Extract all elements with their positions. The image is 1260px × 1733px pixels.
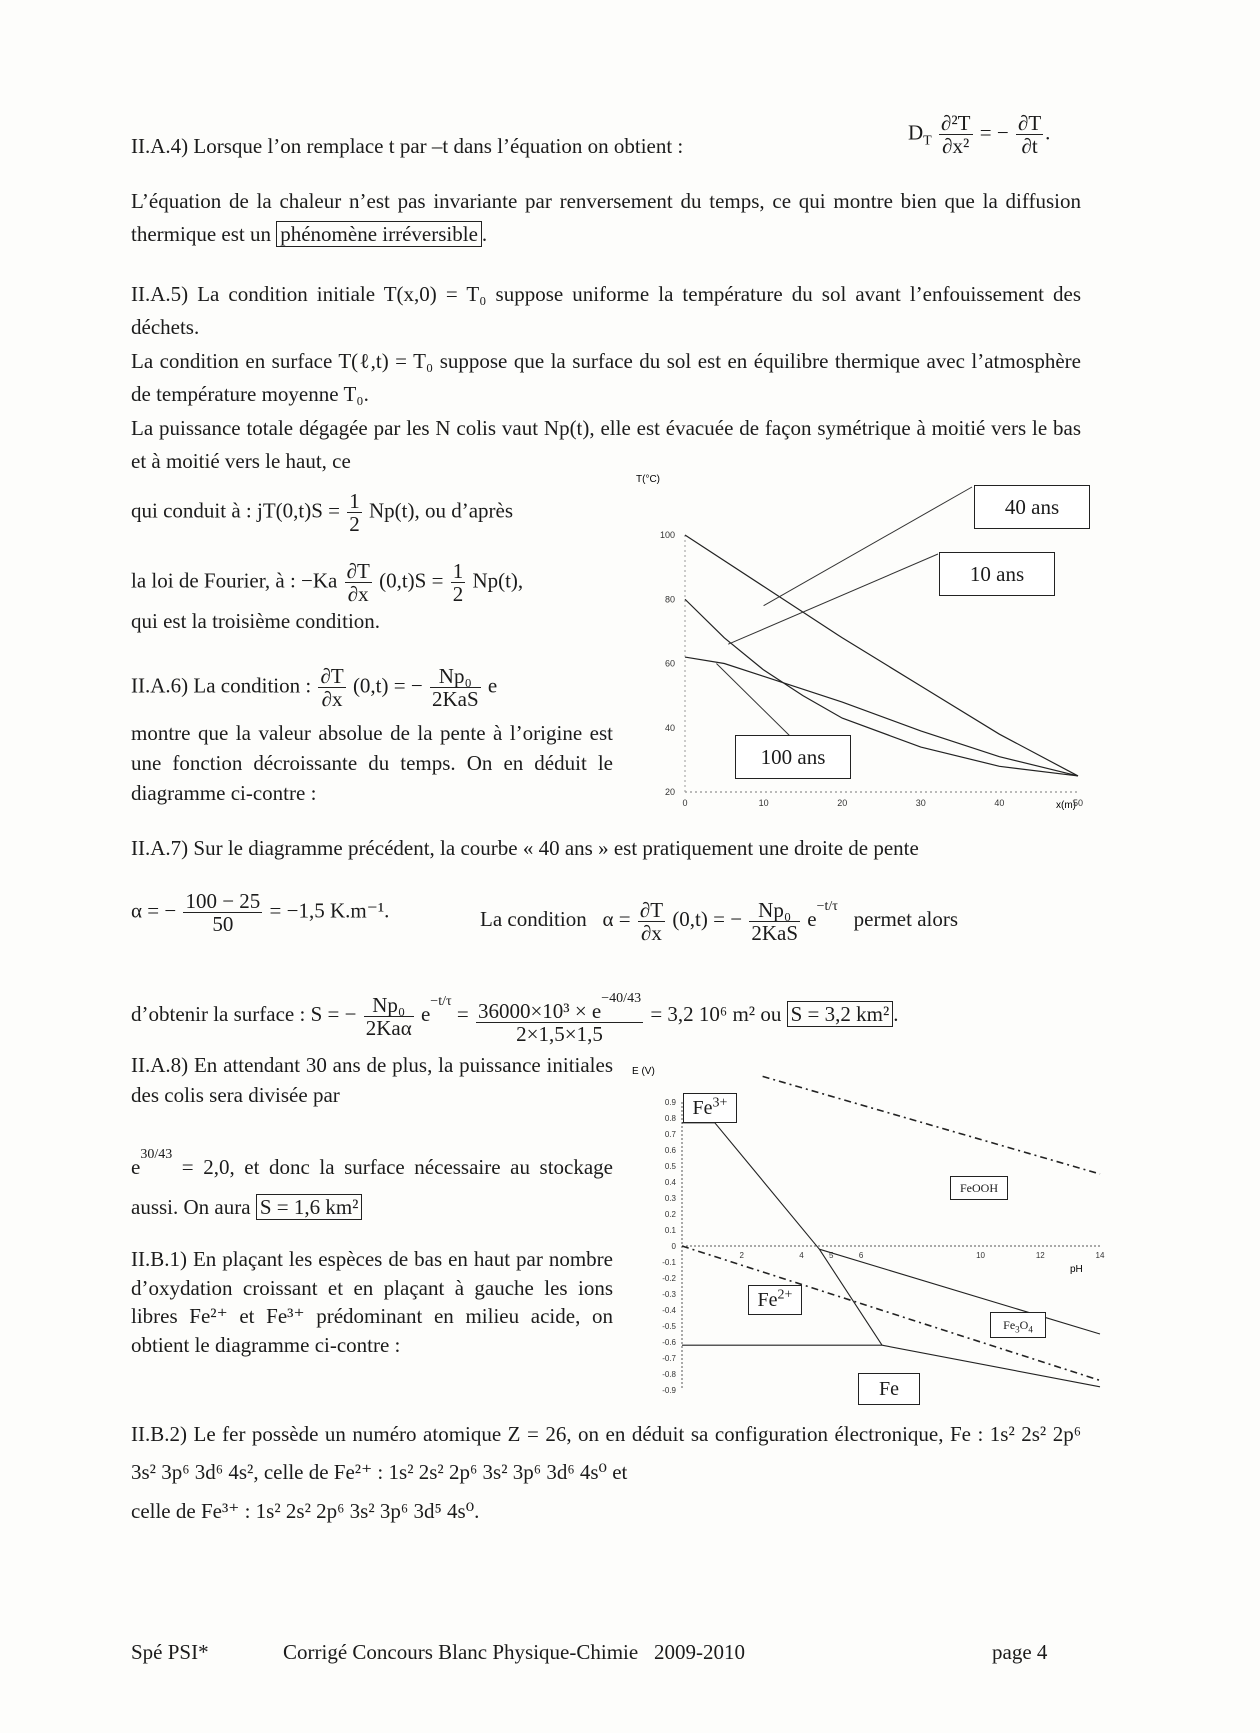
y-tick-label: 100 [659,530,675,540]
x-tick-label: 6 [858,1251,864,1260]
para-IIA5-5: la loi de Fourier, à : −Ka $\frac{\partial T}{\partial x}$ (0,t)S = $\frac{1}{2}$ Np(t), [131,559,524,606]
para-IIB2-1: II.B.2) Le fer possède un numéro atomique Z = 26, on en déduit sa configuration électronique, Fe : 1s² 2s² 2p⁶ 3s² 3p⁶ 3d⁶ 4s², celle de Fe²⁺ : 1s² 2s² 2p⁶ 3s² 3p⁶ 3d⁶ 4s⁰ et [131,1422,1082,1484]
para-IIA5-6: qui est la troisième condition. [131,609,381,633]
y-tick-label: 0.4 [664,1178,676,1187]
para-IIA5-4: qui conduit à : jT(0,t)S = $\frac{1}{2}$ Np(t), ou d’après [131,489,514,536]
para-IIA7-1: II.A.7) Sur le diagramme précédent, la courbe « 40 ans » est pratiquement une droite de pente [131,836,919,860]
label: II.A.4) [131,134,189,158]
y-tick-label: 0 [671,1242,676,1251]
y-tick-label: -0.5 [662,1322,676,1331]
para-IIA4: II.A.4) Lorsque l’on remplace t par –t dans l’équation on obtient : [131,134,684,158]
label-fe: Fe [858,1373,920,1405]
y-axis-label: E (V) [632,1066,655,1077]
footer-center: Corrigé Concours Blanc Physique-Chimie 2009-2010 [283,1640,745,1664]
para-IIA5-3: La puissance totale dégagée par les N colis vaut Np(t), elle est évacuée de façon symétrique à moitié vers le bas et à moitié vers le haut, ce [131,416,1081,473]
para-IIA5-1: II.A.5) La condition initiale T(x,0) = T₀ suppose uniforme la température du sol avant l’enfouissement des déchets. [131,282,1082,339]
y-tick-label: 0.1 [664,1226,676,1235]
para-IIA6-text: montre que la valeur absolue de la pente à l’origine est une fonction décroissante du temps. On en déduit le diagramme ci-contre : [131,721,613,805]
y-tick-label: 0.2 [664,1210,676,1219]
series-O2-H2O-dashed- [763,1076,1100,1174]
y-tick-label: 0.9 [664,1098,676,1107]
boxed-surface: S = 3,2 km² [787,1001,894,1027]
y-tick-label: 20 [664,787,675,797]
para-IIA4-conclusion: L’équation de la chaleur n’est pas invariante par renversement du temps, ce qui montre bien que la diffusion thermique est un phénomène irréversible . [131,189,1081,246]
x-tick-label: 10 [758,798,769,808]
eq-IIA7-slope: α = − $\frac{100 - 25}{50}$ = −1,5 K.m⁻¹. [131,889,390,936]
series-Fe3O4-Fe2- [819,1249,882,1345]
label-10-ans: 10 ans [939,552,1055,596]
label-fe2: $Fe^{2+}$ [748,1285,802,1315]
y-tick-label: 40 [664,722,675,733]
x-axis-label: x(m) [1056,800,1076,811]
para-IIB1: II.B.1) En plaçant les espèces de bas en haut par nombre d’oxydation croissant et en plaçant à gauche les ions libres Fe²⁺ et Fe³⁺ prédominant en milieu acide, on obtient le diagramme ci-contre : [131,1247,613,1357]
eq-IIA7-cond: La condition α = $\frac{\partial T}{\partial x}$ (0,t) = − $\frac{\text{Np₀}}{\text{2KaS}}$ e−t/τ permet alors [480,897,959,945]
boxed-surface-2: S = 1,6 km² [256,1194,363,1220]
pointer-100-ans [716,664,792,739]
y-tick-label: 0.8 [664,1114,676,1123]
label-fe3: $Fe^{3+}$ [683,1093,737,1123]
label-100-ans: 100 ans [735,735,851,779]
y-tick-label: -0.8 [662,1370,676,1379]
eq-IIA7-surface: d’obtenir la surface : S = − $\frac{\text{Np₀}}{\text{2Kaα}}$ e−t/τ = $\frac{\text{36000×10³ × e−40/43}}{2\times 1,5\times 1,5}$ = 3,2 10⁶ m² ou S = 3,2 km² . [131,985,1091,1045]
y-tick-label: -0.1 [662,1258,676,1267]
x-tick-label: 10 [976,1251,986,1260]
y-tick-label: 0.3 [664,1194,676,1203]
y-tick-label: -0.7 [662,1354,676,1363]
x-tick-label: 12 [1035,1251,1045,1260]
x-tick-label: 4 [799,1251,804,1260]
label-40-ans: 40 ans [974,485,1090,529]
x-tick-label: 40 [994,798,1005,808]
para-IIA8-1: II.A.8) En attendant 30 ans de plus, la puissance initiales des colis sera divisée par [131,1053,614,1107]
series-FeOOH-Fe3O4 [819,1249,1100,1334]
footer-left: Spé PSI* [131,1640,209,1664]
x-tick-label: 14 [1095,1251,1105,1260]
y-tick-label: -0.2 [662,1274,676,1283]
pointer-10-ans [728,554,938,644]
boxed-result: phénomène irréversible [276,221,482,247]
para-IIB2-2: celle de Fe³⁺ : 1s² 2s² 2p⁶ 3s² 3p⁶ 3d⁵ 4s⁰. [131,1499,480,1523]
y-tick-label: 0.7 [664,1130,676,1139]
label-fe3o4: $Fe_3O_4$ [990,1312,1046,1338]
para-IIA8-2: e30/43 = 2,0, et donc la surface nécessaire au stockage aussi. On aura S = 1,6 km² [131,1147,614,1219]
y-tick-label: -0.6 [662,1338,676,1347]
y-tick-label: -0.4 [662,1306,676,1315]
x-tick-label: 0 [682,798,688,808]
y-tick-label: -0.9 [662,1386,676,1395]
x-tick-label: 30 [915,798,926,808]
x-tick-label: 20 [837,798,848,808]
x-tick-label: 5 [829,1251,834,1260]
label-feooh: FeOOH [950,1176,1008,1200]
y-tick-label: 60 [664,658,675,669]
eq-IIA4: $D_T$ $\frac{\text{∂²T}}{\text{∂x²}}$ = − $\frac{\partial T}{\partial t}$ . [908,111,1051,158]
y-tick-label: 0.5 [664,1162,676,1171]
y-axis-label: T(°C) [636,474,660,485]
footer-page: page 4 [992,1640,1048,1664]
x-tick-label: 2 [739,1251,744,1260]
y-tick-label: -0.3 [662,1290,676,1299]
x-tick-label: 50 [1072,798,1084,808]
para-IIA6-eq: II.A.6) La condition : $\frac{\partial T}{\partial x}$ (0,t) = − $\frac{\text{Np₀}}{\text{2KaS}}$ e [131,664,498,711]
para-IIA5-2: La condition en surface T(ℓ,t) = T₀ suppose que la surface du sol est en équilibre thermique avec l’atmosphère de température moyenne T₀. [131,349,1081,406]
series-FeOOH-Fe2- [715,1123,820,1249]
y-tick-label: 80 [664,594,675,605]
x-axis-label: pH [1070,1264,1083,1275]
y-tick-label: 0.6 [664,1146,676,1155]
